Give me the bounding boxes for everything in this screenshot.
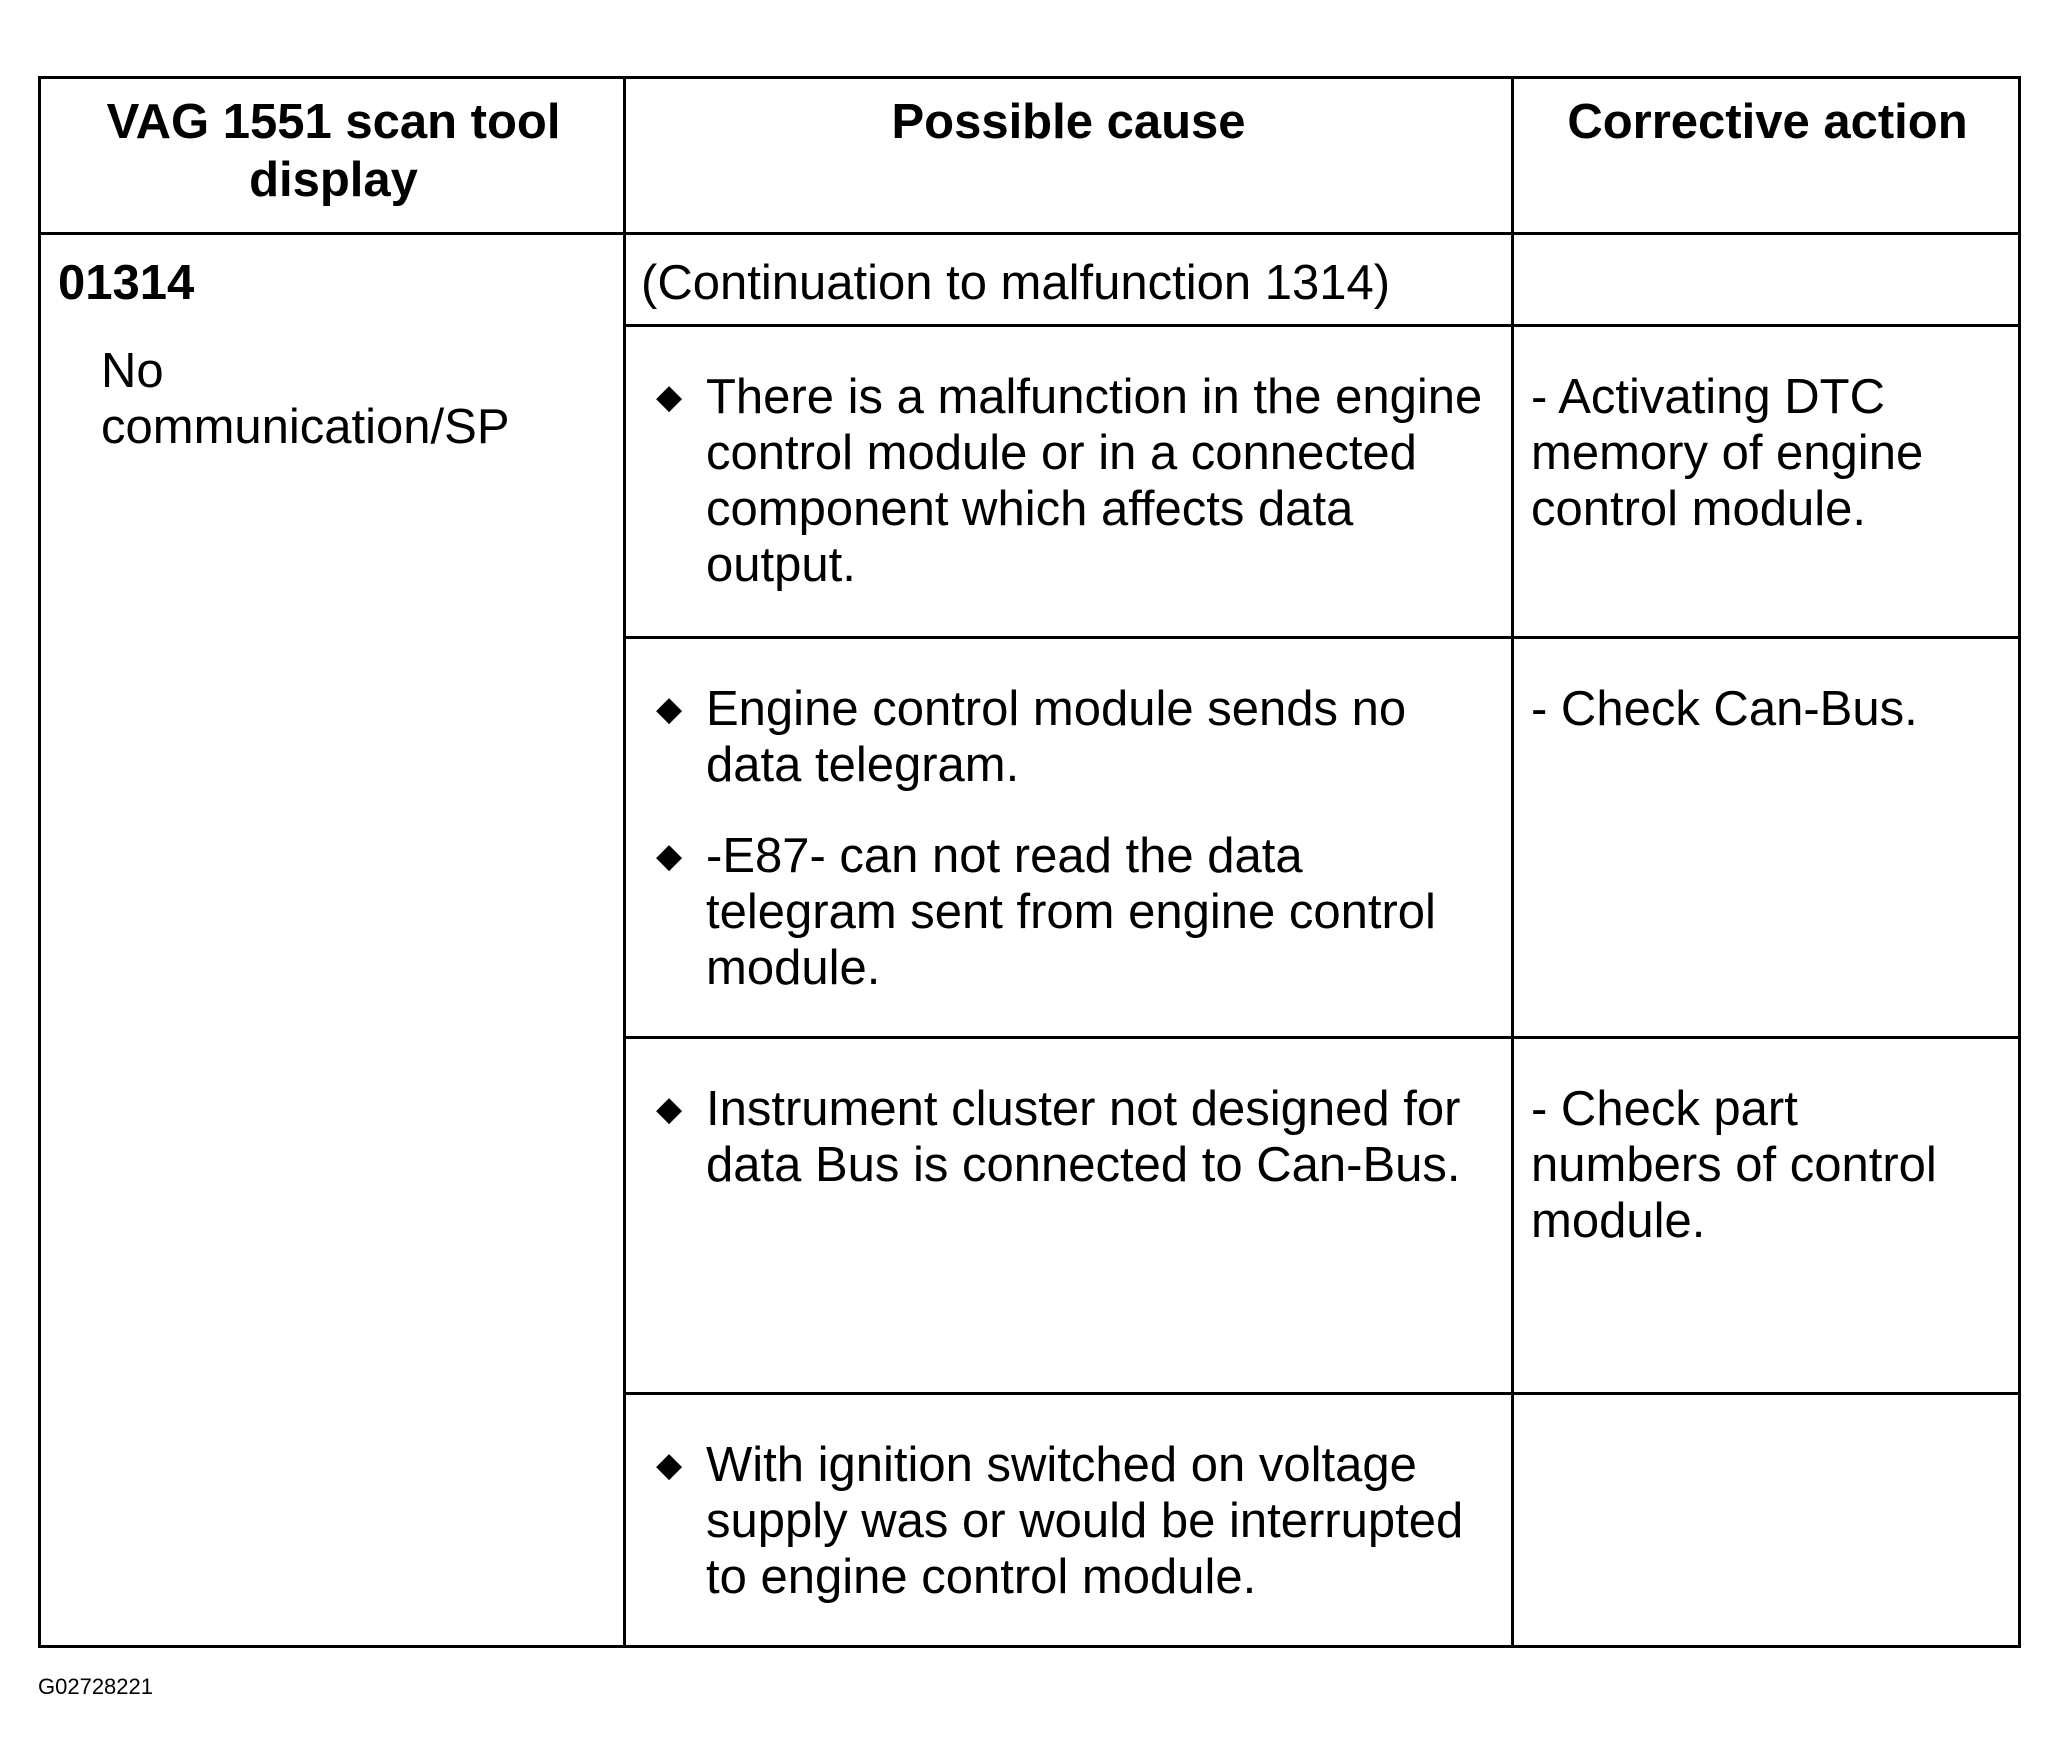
- diagnostic-table: [38, 76, 2021, 1648]
- row-divider-2: [623, 636, 2018, 639]
- action-text: [1531, 369, 1923, 537]
- action-line: module.: [1531, 1194, 1706, 1248]
- cause-line: component which affects data: [706, 482, 1354, 536]
- cause-text: [706, 1081, 1461, 1193]
- header-possible-cause: Possible cause: [891, 95, 1246, 149]
- action-line: memory of engine: [1531, 426, 1924, 480]
- diamond-bullet-icon: ◆: [656, 690, 683, 728]
- cause-line: With ignition switched on voltage: [706, 1438, 1417, 1492]
- cause-line: data Bus is connected to Can-Bus.: [706, 1138, 1461, 1192]
- cause-line: control module or in a connected: [706, 426, 1417, 480]
- header-display: [41, 93, 626, 209]
- column-divider-1: [623, 79, 626, 1645]
- diamond-bullet-icon: ◆: [656, 1090, 683, 1128]
- cause-line: There is a malfunction in the engine: [706, 370, 1483, 424]
- row-divider-4: [623, 1392, 2018, 1395]
- continuation-note: (Continuation to malfunction 1314): [641, 256, 1391, 310]
- cause-text: [706, 369, 1482, 593]
- cause-line: to engine control module.: [706, 1550, 1257, 1604]
- action-text: [1531, 1081, 1937, 1249]
- action-line: - Check part: [1531, 1082, 1798, 1136]
- header-display-line1: VAG 1551 scan tool: [106, 95, 561, 149]
- cause-line: -E87- can not read the data: [706, 829, 1303, 883]
- header-corrective-action: Corrective action: [1567, 95, 1968, 149]
- diamond-bullet-icon: ◆: [656, 837, 683, 875]
- diamond-bullet-icon: ◆: [656, 1446, 683, 1484]
- cause-line: module.: [706, 941, 881, 995]
- cause-text: [706, 681, 1406, 793]
- action-text: [1531, 681, 1918, 737]
- action-line: numbers of control: [1531, 1138, 1937, 1192]
- cause-line: Instrument cluster not designed for: [706, 1082, 1461, 1136]
- diamond-bullet-icon: ◆: [656, 378, 683, 416]
- cause-line: telegram sent from engine control: [706, 885, 1436, 939]
- row-divider-1: [623, 324, 2018, 327]
- action-line: control module.: [1531, 482, 1867, 536]
- column-divider-2: [1511, 79, 1514, 1645]
- action-line: - Activating DTC: [1531, 370, 1885, 424]
- fault-code: 01314: [58, 256, 195, 310]
- cause-line: supply was or would be interrupted: [706, 1494, 1464, 1548]
- header-display-line2: display: [249, 153, 418, 207]
- figure-code: G02728221: [38, 1674, 153, 1699]
- row-divider-3: [623, 1036, 2018, 1039]
- cause-text: [706, 828, 1436, 996]
- cause-text: [706, 1437, 1463, 1605]
- cause-line: data telegram.: [706, 738, 1020, 792]
- cause-line: output.: [706, 538, 856, 592]
- header-divider: [41, 232, 2018, 235]
- cause-line: Engine control module sends no: [706, 682, 1407, 736]
- fault-description-line2: communication/SP: [101, 400, 510, 454]
- action-line: - Check Can-Bus.: [1531, 682, 1918, 736]
- fault-description-line1: No: [101, 344, 164, 398]
